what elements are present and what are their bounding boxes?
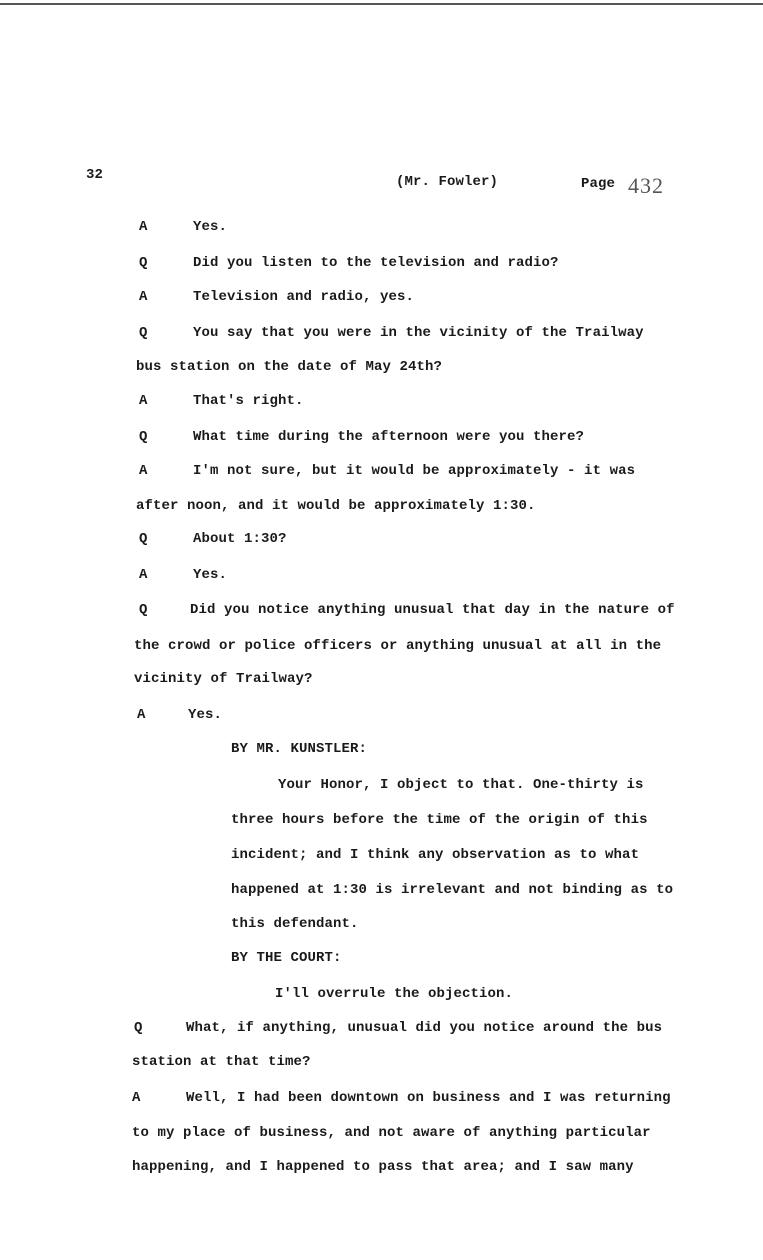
page-label: Page	[581, 176, 616, 192]
speaker-marker: A	[139, 567, 148, 583]
transcript-line: after noon, and it would be approximately 1:30.	[136, 498, 536, 514]
speaker-marker: Q	[139, 429, 148, 445]
speaker-marker: Q	[139, 602, 148, 618]
speaker-marker: Q	[139, 255, 148, 271]
transcript-line: I'm not sure, but it would be approximately - it was	[193, 463, 636, 479]
page-number: 432	[628, 173, 664, 198]
speaker-marker: Q	[139, 325, 148, 341]
transcript-line: What, if anything, unusual did you notice around the bus	[186, 1020, 663, 1036]
transcript-line: Television and radio, yes.	[193, 289, 415, 305]
speaker-marker: A	[139, 219, 148, 235]
speaker-heading-court: BY THE COURT:	[231, 950, 342, 966]
transcript-line: Did you listen to the television and radio?	[193, 255, 559, 271]
transcript-line: to my place of business, and not aware of anything particular	[132, 1125, 651, 1141]
transcript-line: incident; and I think any observation as to what	[231, 847, 640, 863]
transcript-line: station at that time?	[132, 1054, 311, 1070]
transcript-line: That's right.	[193, 393, 304, 409]
top-edge-rule	[0, 3, 763, 5]
transcript-line: the crowd or police officers or anything unusual at all in the	[134, 638, 662, 654]
speaker-marker: A	[132, 1090, 141, 1106]
speaker-marker: A	[139, 393, 148, 409]
transcript-line: bus station on the date of May 24th?	[136, 359, 443, 375]
transcript-line: What time during the afternoon were you there?	[193, 429, 585, 445]
transcript-line: three hours before the time of the origin of this	[231, 812, 648, 828]
speaker-marker: A	[139, 463, 148, 479]
transcript-line: this defendant.	[231, 916, 359, 932]
transcript-line: happening, and I happened to pass that area; and I saw many	[132, 1159, 634, 1175]
transcript-line: Well, I had been downtown on business and I was returning	[186, 1090, 671, 1106]
transcript-line: I'll overrule the objection.	[275, 986, 514, 1002]
transcript-line: Did you notice anything unusual that day in the nature of	[190, 602, 675, 618]
transcript-line: Yes.	[193, 219, 228, 235]
transcript-line: Your Honor, I object to that. One-thirty is	[278, 777, 644, 793]
transcript-line: happened at 1:30 is irrelevant and not binding as to	[231, 882, 674, 898]
speaker-marker: Q	[134, 1020, 143, 1036]
speaker-marker: A	[139, 289, 148, 305]
transcript-line: vicinity of Trailway?	[134, 671, 313, 687]
transcript-line: About 1:30?	[193, 531, 287, 547]
transcript-line: Yes.	[188, 707, 223, 723]
witness-name: (Mr. Fowler)	[396, 174, 499, 190]
speaker-marker: A	[137, 707, 146, 723]
transcript-line: You say that you were in the vicinity of the Trailway	[193, 325, 644, 341]
line-number: 32	[86, 167, 104, 183]
speaker-heading-kunstler: BY MR. KUNSTLER:	[231, 741, 368, 757]
speaker-marker: Q	[139, 531, 148, 547]
transcript-line: Yes.	[193, 567, 228, 583]
